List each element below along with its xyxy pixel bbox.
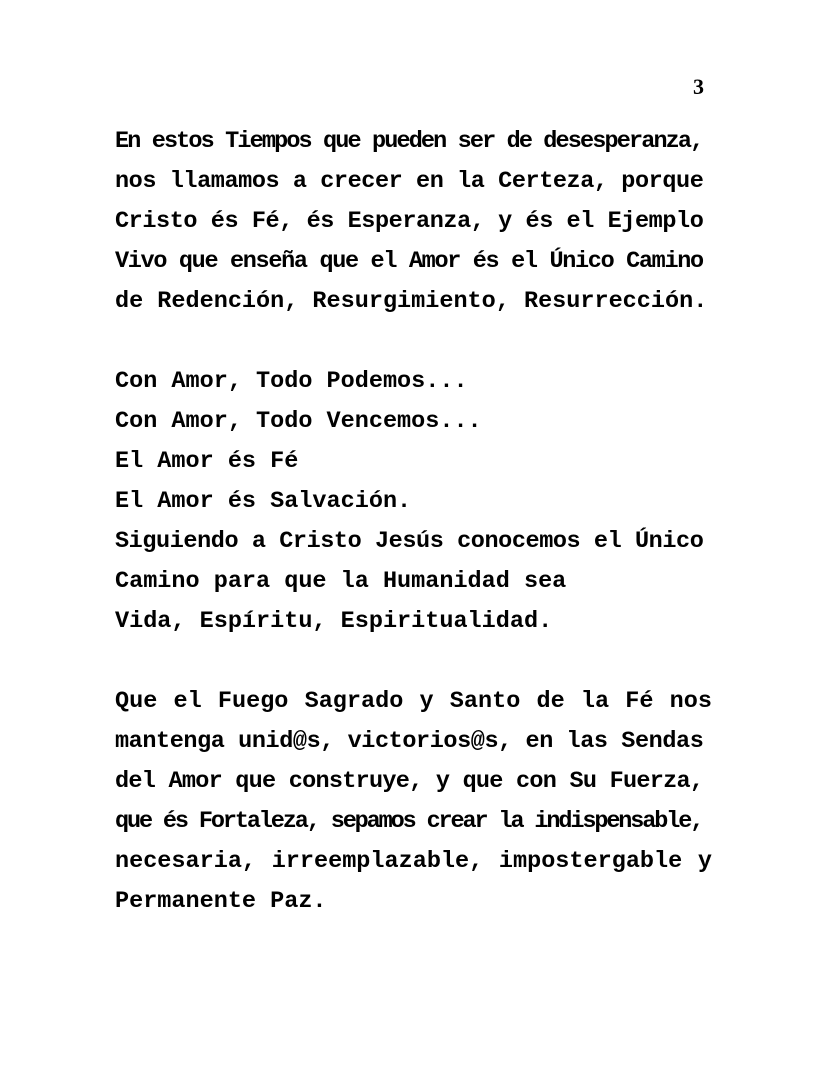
page-number: 3 xyxy=(693,74,704,99)
paragraph xyxy=(115,688,712,928)
text-line: del Amor que construye, y que con Su Fuerza, xyxy=(115,768,704,795)
document-body xyxy=(115,128,712,928)
text-line: Vida, Espíritu, Espiritualidad. xyxy=(115,608,553,635)
text-line: nos llamamos a crecer en la Certeza, porque xyxy=(115,168,704,195)
text-line: En estos Tiempos que pueden ser de desesperanza, xyxy=(115,128,703,155)
paragraph-gap xyxy=(115,328,712,368)
text-line: Permanente Paz. xyxy=(115,888,327,915)
text-line: Vivo que enseña que el Amor és el Único Camino xyxy=(115,248,703,275)
text-line: El Amor és Salvación. xyxy=(115,488,412,515)
text-line: de Redención, Resurgimiento, Resurrección. xyxy=(115,288,708,315)
paragraph-gap xyxy=(115,648,712,688)
text-line: necesaria, irreemplazable, impostergable y xyxy=(115,848,712,875)
text-line: Que el Fuego Sagrado y Santo de la Fé nos xyxy=(115,688,712,715)
text-line: Cristo és Fé, és Esperanza, y és el Ejemplo xyxy=(115,208,704,235)
paragraph xyxy=(115,128,712,328)
text-line: Con Amor, Todo Podemos... xyxy=(115,368,468,395)
text-line: mantenga unid@s, victorios@s, en las Sendas xyxy=(115,728,704,755)
text-line: Camino para que la Humanidad sea xyxy=(115,568,567,595)
paragraph xyxy=(115,368,712,648)
text-line: que és Fortaleza, sepamos crear la indispensable, xyxy=(115,808,703,835)
text-line: Con Amor, Todo Vencemos... xyxy=(115,408,482,435)
text-line: El Amor és Fé xyxy=(115,448,299,475)
text-line: Siguiendo a Cristo Jesús conocemos el Único xyxy=(115,528,704,555)
